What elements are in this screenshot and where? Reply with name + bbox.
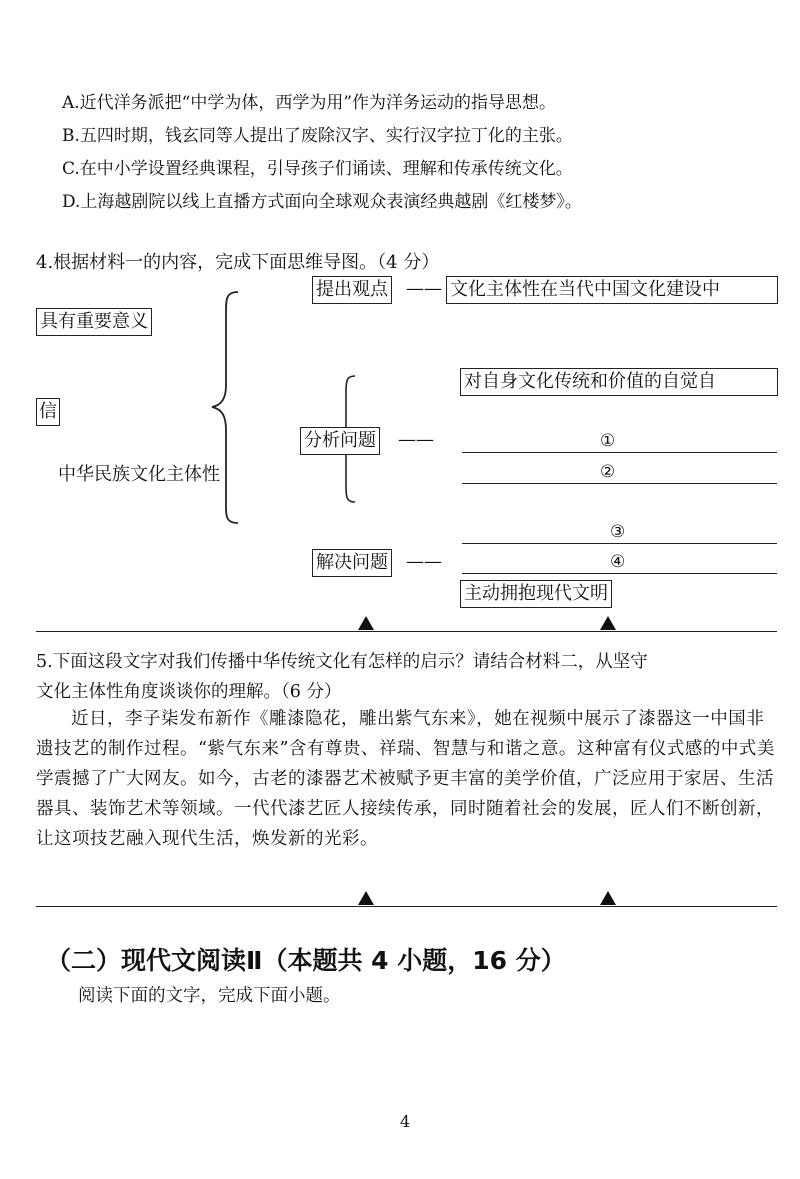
raise-viewpoint-label: 提出观点 [312,276,392,304]
left-box-confidence: 信 [36,398,60,426]
solve-text-box: 主动拥抱现代文明 [460,580,612,608]
triangle-marker [358,891,374,905]
raise-viewpoint-text: 文化主体性在当代中国文化建设中 [446,276,778,304]
answer-line [36,906,777,907]
blank-1-marker: ① [600,431,616,451]
triangle-marker [600,891,616,905]
solve-problem-label: 解决问题 [312,549,392,577]
blank-4-line [462,573,777,574]
passage-text: 近日，李子柒发布新作《雕漆隐花，雕出紫气东来》，她在视频中展示了漆器这一中国非遗技艺的制作过程。“紫气东来”含有尊贵、祥瑞、智慧与和谐之意。这种富有仪式感的中式美学震撼了广大网友。如今，古老的漆器艺术被赋予更丰富的美学价值，广泛应用于家居、生活器具、装饰艺术等领域。一代代漆艺匠人接续传承，同时随着社会的发展，匠人们不断创新，让这项技艺融入现代生活，焕发新的光彩。 [36,709,775,849]
option-c: C.在中小学设置经典课程，引导孩子们诵读、理解和传承传统文化。 [62,159,573,179]
blank-3-line [462,543,777,544]
blank-3-marker: ③ [610,522,626,542]
main-brace [212,292,238,523]
question-5-passage [36,704,778,854]
raise-dash: —— [406,278,442,299]
analyze-text-box: 对自身文化传统和价值的自觉自 [460,368,778,396]
option-b: B.五四时期，钱玄同等人提出了废除汉字、实行汉字拉丁化的主张。 [62,126,573,146]
option-d: D.上海越剧院以线上直播方式面向全球观众表演经典越剧《红楼梦》。 [62,192,582,212]
triangle-marker [358,616,374,630]
page-number: 4 [400,1112,411,1131]
mind-map-center-label: 中华民族文化主体性 [58,464,220,485]
section-2-instruction: 阅读下面的文字，完成下面小题。 [78,986,341,1006]
section-2-title: （二）现代文阅读Ⅱ（本题共 4 小题，16 分） [46,946,566,975]
blank-1-line [462,452,777,453]
analyze-dash: —— [398,429,434,450]
separator-line [36,631,777,632]
option-a: A.近代洋务派把“中学为体，西学为用”作为洋务运动的指导思想。 [62,93,557,113]
question-5-prompt-line1: 5.下面这段文字对我们传播中华传统文化有怎样的启示？请结合材料二，从坚守 [36,652,648,672]
left-box-significance: 具有重要意义 [36,308,152,336]
blank-4-marker: ④ [610,552,626,572]
blank-2-marker: ② [600,462,616,482]
triangle-marker [600,616,616,630]
question-4-prompt: 4.根据材料一的内容，完成下面思维导图。（4 分） [36,252,440,273]
analyze-problem-label: 分析问题 [300,427,380,455]
blank-2-line [462,483,777,484]
solve-dash: —— [406,551,442,572]
question-5-prompt-line2: 文化主体性角度谈谈你的理解。（6 分） [36,682,342,702]
